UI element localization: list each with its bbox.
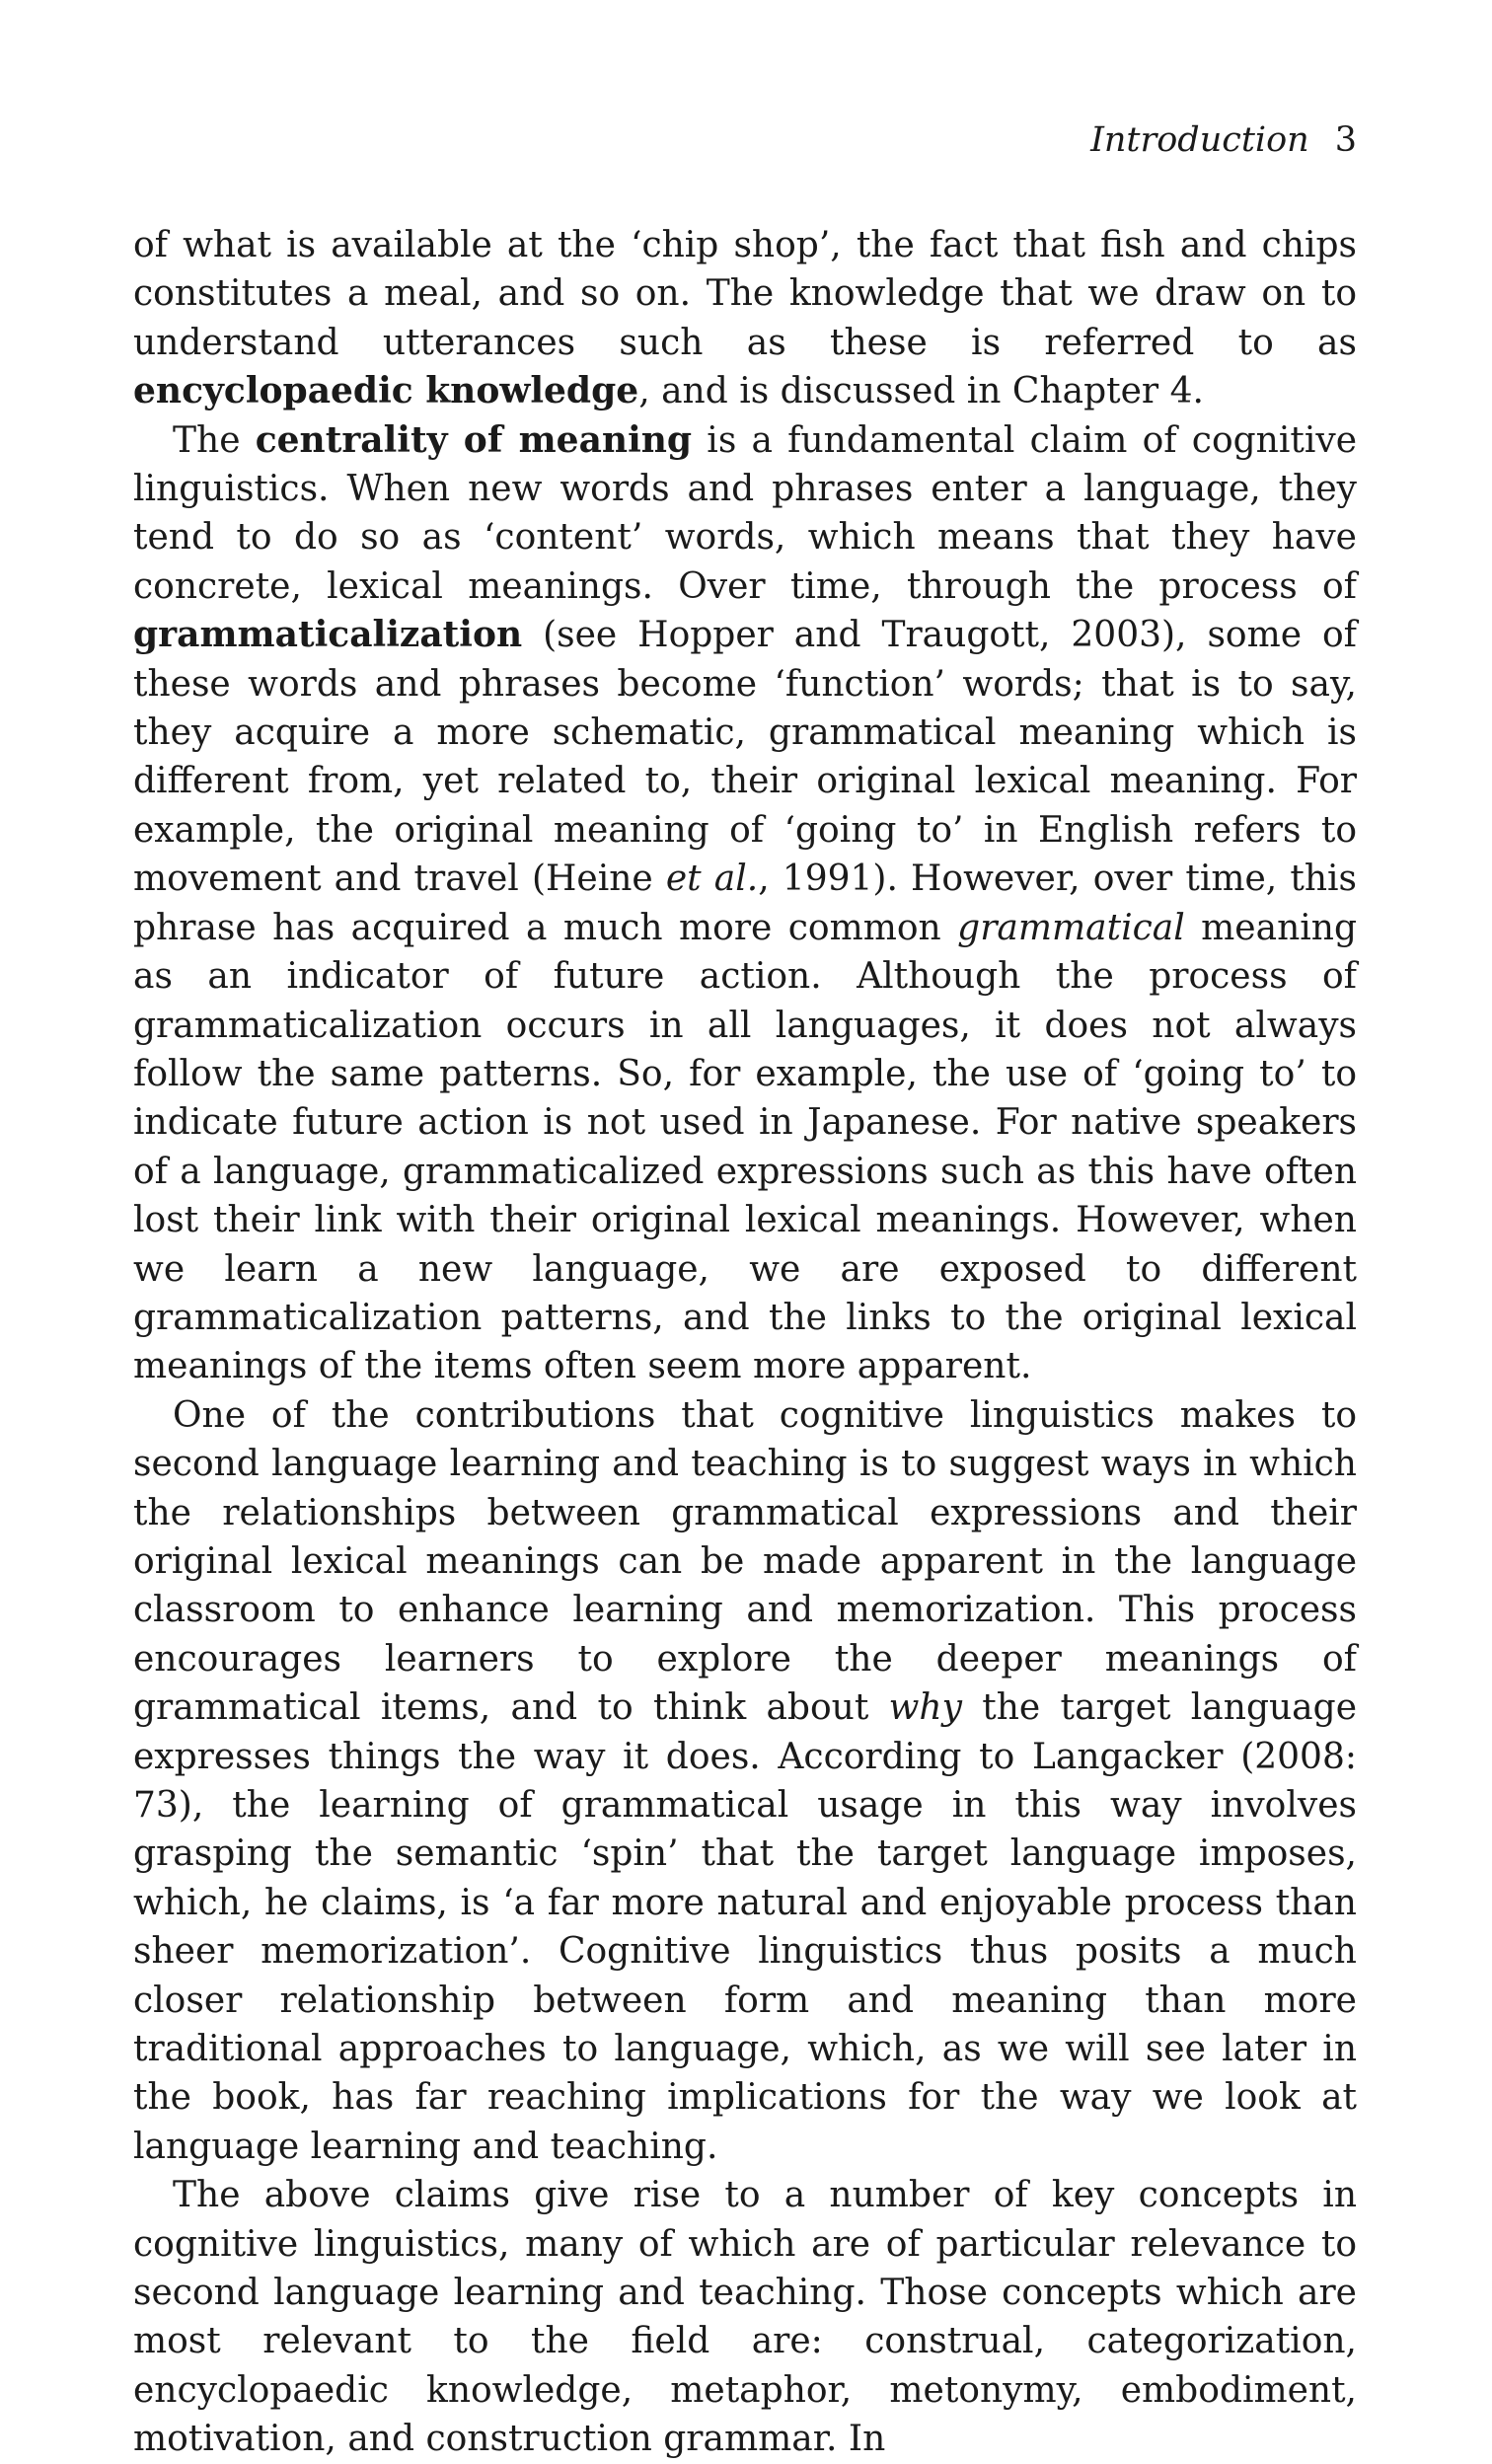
page-number: 3 xyxy=(1334,120,1357,160)
text-segment: the target language expresses things the way it does. According to Langacker (2008: 73), the learning of grammatical usage in this way involves grasping the semantic ‘spin’ that the target language imposes, which, he claims, is ‘a far more natural and enjoyable process than sheer memorization’. Cognitive linguistics thus posits a much closer relationship between form and meaning than more traditional approaches to language, which, as we will see later in the book, has far reaching implications for the way we look at language learning and teaching. xyxy=(133,1687,1357,2167)
italic-text: grammatical xyxy=(957,907,1185,948)
text-segment: is a fundamental claim of cognitive linguistics. When new words and phrases enter a language, they tend to do so as ‘content’ words, which means that they have concrete, lexical meanings. Over time, through the process of xyxy=(133,419,1357,607)
paragraph-1 xyxy=(133,221,1357,416)
text-segment: , 1991). However, over time, this phrase has acquired a much more common xyxy=(133,859,1358,948)
text-segment: (see Hopper and Traugott, 2003), some of these words and phrases become ‘function’ words; that is to say, they acquire a more schematic, grammatical meaning which is different from, yet related to, their original lexical meaning. For example, the original meaning of ‘going to’ in English refers to movement and travel (Heine xyxy=(133,615,1357,900)
paragraph-2 xyxy=(133,416,1357,1391)
italic-text: et al. xyxy=(665,859,759,900)
paragraph-4 xyxy=(133,2171,1357,2463)
key-term: centrality of meaning xyxy=(255,418,693,461)
text-segment: One of the contributions that cognitive linguistics makes to second language learning and teaching is to suggest ways in which the relationships between grammatical expressions and their original lexical meanings can be made apparent in the language classroom to enhance learning and memorization. This process encourages learners to explore the deeper meanings of grammatical items, and to think about xyxy=(133,1394,1357,1729)
italic-text: why xyxy=(888,1687,962,1729)
running-head xyxy=(1090,118,1357,162)
text-segment: The xyxy=(173,419,256,461)
paragraph-3 xyxy=(133,1391,1357,2172)
text-segment: meaning as an indicator of future action. Although the process of grammaticalization occurs in all languages, it does not always follow the same patterns. So, for example, the use of ‘going to’ to indicate future action is not used in Japanese. For native speakers of a language, grammaticalized expressions such as this have often lost their link with their original lexical meanings. However, when we learn a new language, we are exposed to different grammaticalization patterns, and the links to the original lexical meanings of the items often seem more apparent. xyxy=(133,907,1357,1387)
running-head-section-title: Introduction xyxy=(1090,120,1309,160)
body-text xyxy=(133,221,1357,2464)
text-segment: of what is available at the ‘chip shop’, the fact that fish and chips constitutes a meal, and so on. The knowledge that we draw on to understand utterances such as these is referred to as xyxy=(133,225,1357,363)
key-term: encyclopaedic knowledge xyxy=(133,370,639,412)
text-segment: The above claims give rise to a number of key concepts in cognitive linguistics, many of which are of particular relevance to second language learning and teaching. Those concepts which are most relevant to the field are: construal, categorization, encyclopaedic knowledge, metaphor, metonymy, embodiment, motivation, and construction grammar. In xyxy=(133,2175,1357,2460)
text-segment: , and is discussed in Chapter 4. xyxy=(638,371,1204,412)
key-term: grammaticalization xyxy=(133,614,523,656)
